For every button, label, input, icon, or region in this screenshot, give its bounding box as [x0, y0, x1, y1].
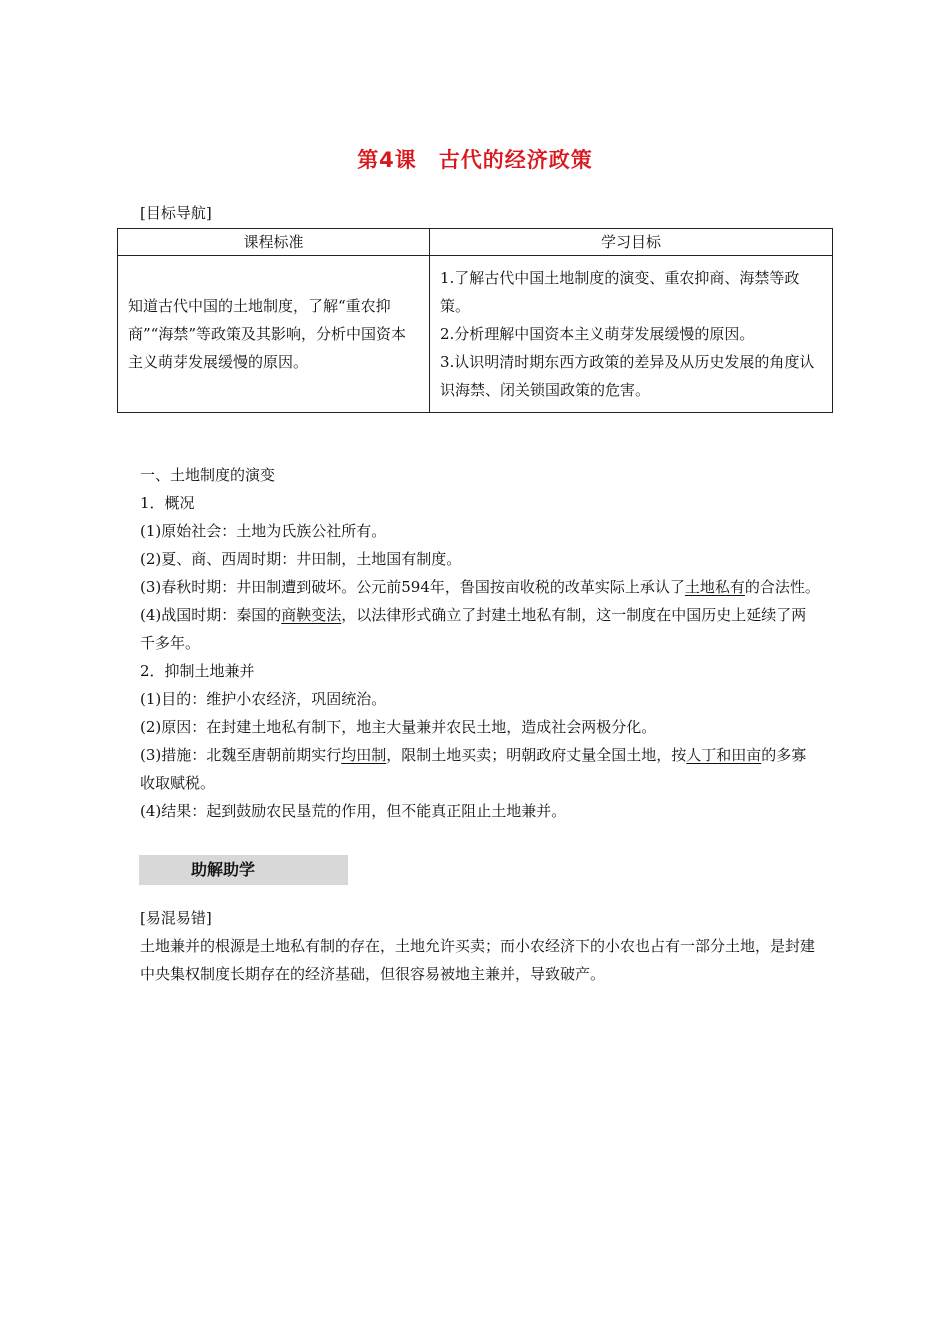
subsection-heading: 2．抑制土地兼并 — [140, 662, 255, 680]
paragraph: (2)原因：在封建土地私有制下，地主大量兼并农民土地，造成社会两极分化。 — [140, 718, 657, 736]
subsection-heading: 1．概况 — [140, 494, 195, 512]
paragraph — [140, 741, 820, 797]
underlined-term: 均田制 — [341, 746, 387, 764]
course-standard-text: 知道古代中国的土地制度，了解“重农抑商”“海禁”等政策及其影响，分析中国资本主义萌芽发展缓慢的原因。 — [118, 256, 430, 413]
text-run: 的多寡收取赋税。 — [140, 746, 807, 792]
paragraph: (4)结果：起到鼓励农民垦荒的作用，但不能真正阻止土地兼并。 — [140, 802, 567, 820]
tip-section — [140, 904, 820, 988]
text-run: (3)措施：北魏至唐朝前期实行 — [140, 746, 342, 764]
underlined-term: 土地私有 — [684, 578, 745, 596]
header-learning-objectives: 学习目标 — [430, 229, 833, 256]
text-run: ，限制土地买卖；明朝政府丈量全国土地，按 — [386, 746, 687, 764]
text-run: (3)春秋时期：井田制遭到破坏。公元前594年，鲁国按亩收税的改革实际上承认了 — [140, 578, 685, 596]
paragraph: (2)夏、商、西周时期：井田制，土地国有制度。 — [140, 550, 462, 568]
underlined-term: 人丁和田亩 — [686, 746, 762, 764]
header-course-standard: 课程标准 — [118, 229, 430, 256]
text-run: ，以法律形式确立了封建土地私有制，这一制度在中国历史上延续了两千多年。 — [140, 606, 807, 652]
help-banner — [139, 855, 348, 885]
paragraph — [140, 573, 820, 601]
paragraph: (1)原始社会：土地为氏族公社所有。 — [140, 522, 387, 540]
section-land-system — [140, 461, 820, 825]
section-heading: 一、土地制度的演变 — [140, 466, 276, 484]
goals-table — [117, 228, 833, 413]
goal-nav-label: [目标导航] — [140, 204, 212, 222]
goals-table-body-row — [118, 256, 833, 413]
tip-text: 土地兼并的根源是土地私有制的存在，土地允许买卖；而小农经济下的小农也占有一部分土地，是封建中央集权制度长期存在的经济基础，但很容易被地主兼并，导致破产。 — [140, 937, 816, 983]
tip-label: [易混易错] — [140, 909, 212, 927]
objective-item: 1.了解古代中国土地制度的演变、重农抑商、海禁等政策。 — [440, 269, 800, 315]
underlined-term: 商鞅变法 — [281, 606, 342, 624]
paragraph: (1)目的：维护小农经济，巩固统治。 — [140, 690, 387, 708]
text-run: (4)战国时期：秦国的 — [140, 606, 282, 624]
objective-item: 2.分析理解中国资本主义萌芽发展缓慢的原因。 — [440, 325, 755, 343]
lesson-title: 第4课 古代的经济政策 — [357, 148, 593, 172]
learning-objectives-cell — [430, 256, 833, 413]
paragraph — [140, 601, 820, 657]
help-banner-label: 助解助学 — [190, 860, 255, 879]
text-run: 的合法性。 — [744, 578, 820, 596]
goals-table-header-row — [118, 229, 833, 256]
objective-item: 3.认识明清时期东西方政策的差异及从历史发展的角度认识海禁、闭关锁国政策的危害。 — [440, 353, 815, 399]
